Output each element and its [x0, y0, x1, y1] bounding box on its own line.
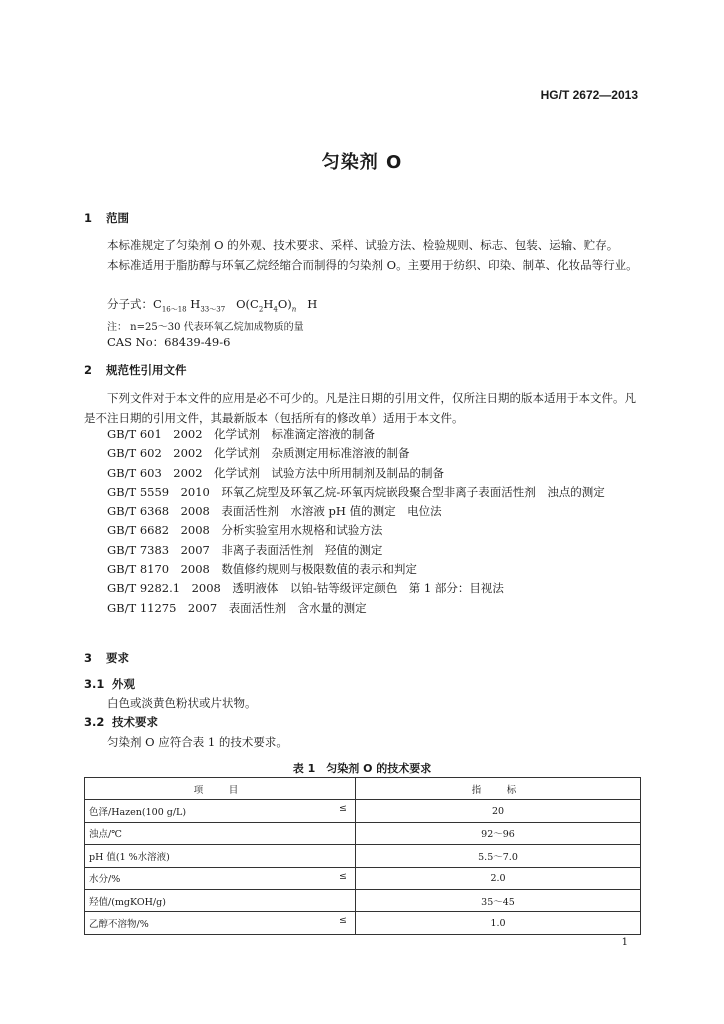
reference-item: GB/T 6368 2008 表面活性剂 水溶液 pH 值的测定 电位法: [107, 504, 442, 519]
item-label: 浊点/℃: [89, 829, 122, 841]
table-row: [85, 889, 641, 911]
table-row: [85, 912, 641, 934]
section-title: 技术要求: [112, 715, 158, 729]
requirements-table: [84, 777, 641, 935]
document-title: 匀染剂 O: [321, 152, 403, 173]
column-header: 项 目: [85, 778, 356, 800]
value-cell: 2.0: [356, 867, 641, 889]
item-cell: [85, 867, 356, 889]
reference-item: GB/T 602 2002 化学试剂 杂质测定用标准溶液的制备: [107, 446, 410, 461]
item-label: pH 值(1 %水溶液): [89, 851, 170, 863]
reference-item: GB/T 601 2002 化学试剂 标准滴定溶液的制备: [107, 427, 376, 441]
reference-item: GB/T 6682 2008 分析实验室用水规格和试验方法: [107, 523, 383, 538]
section-number: 2: [84, 363, 93, 377]
section-number: 3.1: [84, 677, 105, 691]
scope-paragraph-1: 本标准规定了匀染剂 O 的外观、技术要求、采样、试验方法、检验规则、标志、包装、运输、贮存。: [107, 238, 619, 252]
value-cell: 35～45: [356, 889, 641, 911]
section-number: 3.2: [84, 715, 105, 729]
item-label: 水分/%: [89, 874, 121, 886]
table-row: [85, 867, 641, 889]
tech-requirement-text: 匀染剂 O 应符合表 1 的技术要求。: [107, 735, 288, 749]
page-number: 1: [621, 937, 628, 948]
formula-part: H: [307, 297, 318, 311]
section-title: 规范性引用文件: [106, 363, 187, 377]
value-cell: 5.5～7.0: [356, 845, 641, 867]
molecular-formula: [107, 296, 317, 314]
table-row: [85, 800, 641, 822]
section-number: 3: [84, 651, 93, 665]
formula-note: 注： n=25～30 代表环氧乙烷加成物质的量: [107, 322, 304, 333]
comparator: ≤: [339, 915, 347, 927]
value-cell: 1.0: [356, 912, 641, 934]
reference-item: GB/T 8170 2008 数值修约规则与极限数值的表示和判定: [107, 562, 417, 577]
comparator: ≤: [339, 803, 347, 815]
formula-sub: 2: [258, 305, 264, 314]
scope-paragraph-2: 本标准适用于脂肪醇与环氧乙烷经缩合而制得的匀染剂 O。主要用于纺织、印染、制革、化妆品等行业。: [107, 258, 638, 272]
reference-item: GB/T 5559 2010 环氧乙烷型及环氧乙烷-环氧丙烷嵌段聚合型非离子表面活性剂 浊点的测定: [107, 484, 605, 499]
section-title: 要求: [106, 651, 129, 665]
item-label: 羟值/(mgKOH/g): [89, 896, 166, 908]
cas-number: CAS No：68439-49-6: [107, 335, 231, 349]
reference-item: GB/T 603 2002 化学试剂 试验方法中所用制剂及制品的制备: [107, 465, 445, 480]
formula-part: O): [277, 297, 292, 311]
section-number: 1: [84, 211, 93, 225]
section-2-heading: [84, 362, 187, 378]
value-cell: 20: [356, 800, 641, 822]
table-row: [85, 845, 641, 867]
formula-part: C: [153, 297, 162, 311]
section-3-1-heading: [84, 676, 135, 692]
reference-item: GB/T 11275 2007 表面活性剂 含水量的测定: [107, 600, 367, 615]
standard-code: HG/T 2672—2013: [540, 88, 638, 102]
formula-part: H: [263, 297, 274, 311]
section-1-heading: [84, 210, 129, 226]
section-3-heading: [84, 650, 129, 666]
item-label: 乙醇不溶物/%: [89, 919, 149, 931]
reference-item: GB/T 7383 2007 非离子表面活性剂 羟值的测定: [107, 542, 383, 557]
item-cell: [85, 800, 356, 822]
table-row: [85, 822, 641, 844]
formula-sub: 16～18: [161, 305, 187, 314]
formula-part: H: [190, 297, 201, 311]
table-caption: 表 1 匀染剂 O 的技术要求: [292, 762, 432, 775]
table-header-row: [85, 778, 641, 800]
reference-item: GB/T 9282.1 2008 透明液体 以铂-钴等级评定颜色 第 1 部分：目视法: [107, 581, 504, 596]
section-title: 范围: [106, 211, 129, 225]
item-cell: [85, 822, 356, 844]
formula-sub: 4: [273, 305, 278, 314]
comparator: ≤: [339, 870, 347, 882]
column-header: 指 标: [356, 778, 641, 800]
item-label: 色泽/Hazen(100 g/L): [89, 807, 187, 819]
section-3-2-heading: [84, 714, 158, 730]
formula-sub: 33～37: [200, 305, 226, 314]
formula-part: O(C: [236, 297, 259, 311]
item-cell: [85, 889, 356, 911]
formula-label: 分子式：: [107, 297, 153, 311]
reference-list: [84, 425, 640, 618]
value-cell: 92～96: [356, 822, 641, 844]
references-intro: 下列文件对于本文件的应用是必不可少的。凡是注日期的引用文件，仅所注日期的版本适用于本文件。凡是不注日期的引用文件，其最新版本（包括所有的修改单）适用于本文件。: [84, 391, 636, 425]
formula-sub: n: [291, 305, 297, 314]
item-cell: [85, 912, 356, 934]
appearance-text: 白色或淡黄色粉状或片状物。: [107, 696, 257, 710]
section-title: 外观: [112, 677, 135, 691]
item-cell: [85, 845, 356, 867]
